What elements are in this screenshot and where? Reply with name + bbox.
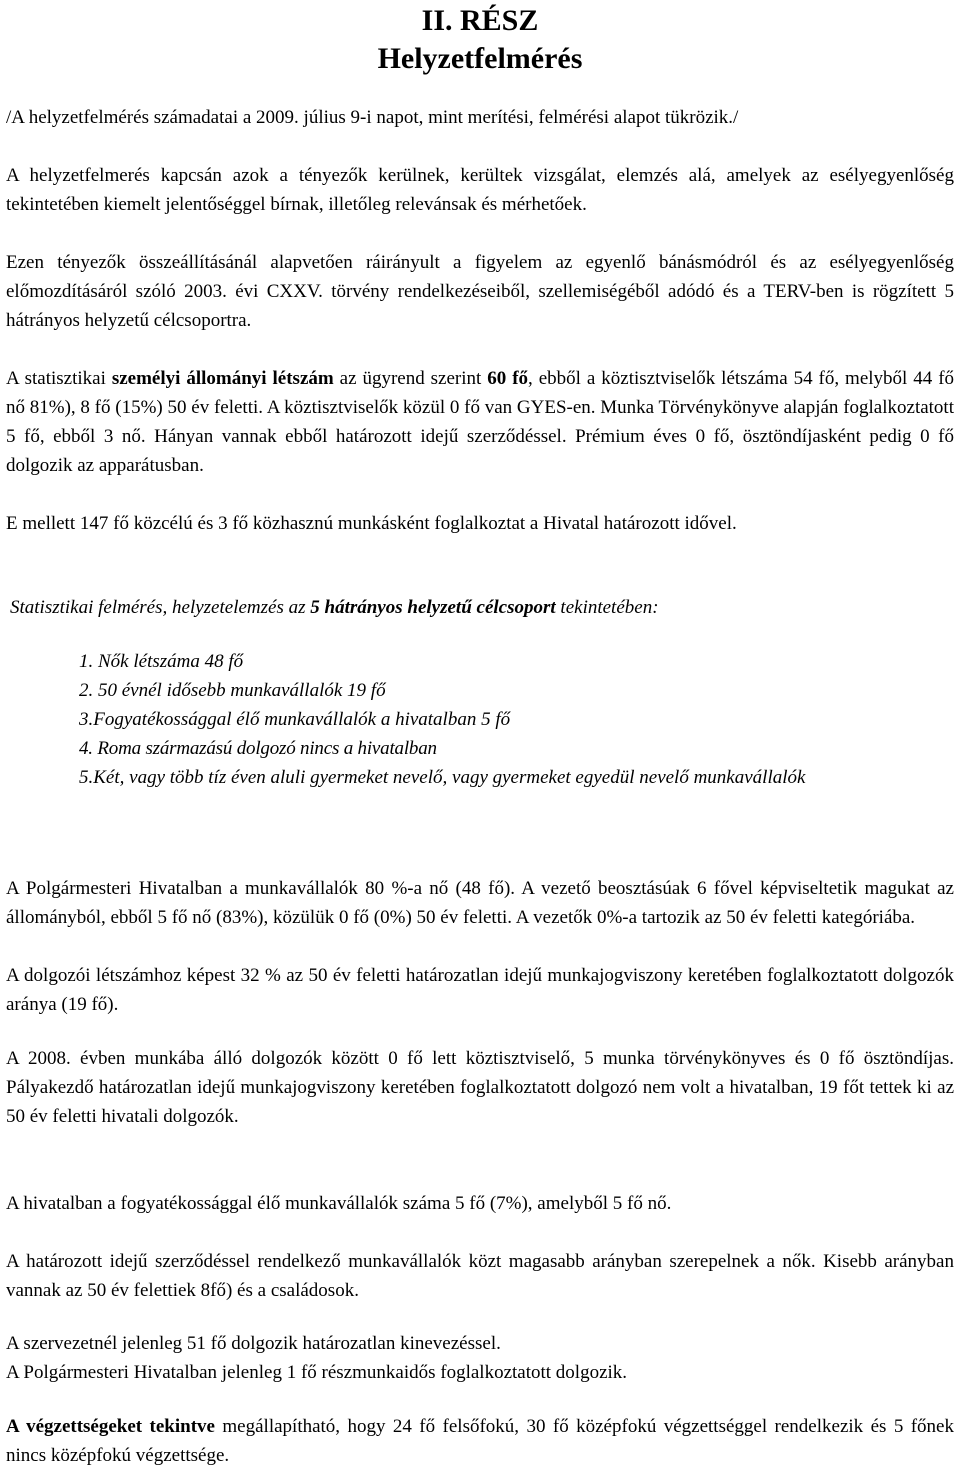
target-group-item: 2. 50 évnél idősebb munkavállalók 19 fő xyxy=(79,680,386,701)
public-workers-paragraph: E mellett 147 fő közcélú és 3 fő közhasznú munkásként foglalkoztat a Hivatal határozott idővel. xyxy=(6,513,737,534)
body-paragraph-part-time: A Polgármesteri Hivatalban jelenleg 1 fő részmunkaidős foglalkoztatott dolgozik. xyxy=(6,1362,628,1383)
staff-total: 60 fő xyxy=(487,368,529,389)
part-title: II. RÉSZ xyxy=(421,4,539,37)
body-paragraph-education xyxy=(6,1412,954,1470)
target-group-item: 3.Fogyatékossággal élő munkavállalók a hivatalban 5 fő xyxy=(79,709,511,730)
body-paragraph-2008: A 2008. évben munkába álló dolgozók között 0 fő lett köztisztviselő, 5 munka törvénykönyves és 0 fő ösztöndíjas. Pályakezdő határozatlan idejű munkajogviszony keretében foglalkoztatott dolgozó nem volt a hivatalban, 19 főt tettek ki az 50 év feletti hivatali dolgozók. xyxy=(6,1048,954,1127)
education-text: megállapítható, hogy 24 fő felsőfokú, 30 fő középfokú végzettséggel rendelkezik és 5 főnek nincs középfokú végzettsége. xyxy=(6,1416,954,1466)
target-heading-c: tekintetében: xyxy=(555,597,659,618)
target-group-item: 1. Nők létszáma 48 fő xyxy=(79,651,244,672)
target-group-item: 4. Roma származású dolgozó nincs a hivatalban xyxy=(79,738,437,759)
staff-text-e: , ebből a köztisztviselők létszáma 54 fő, melyből 44 fő nő 81%), 8 fő (15%) 50 év feletti. A köztisztviselők közül 0 fő van GYES-en. Munka Törvénykönyve alapján foglalkoztatott 5 fő, ebből 3 nő. Hányan vannak ebből határozott idejű szerződéssel. Prémium éves 0 fő, ösztöndíjasként pedig 0 fő dolgozik az apparátusban. xyxy=(6,368,955,476)
intro-scope-paragraph: A helyzetfelmerés kapcsán azok a tényezők kerülnek, kerültek vizsgálat, elemzés alá, amelyek az esélyegyenlőség tekintetében kiemelt jelentőséggel bírnak, illetőleg relevánsak és mérhetőek. xyxy=(6,165,954,215)
body-paragraph-over50: A dolgozói létszámhoz képest 32 % az 50 év feletti határozatlan idejű munkajogviszony keretében foglalkoztatott dolgozók aránya (19 fő). xyxy=(6,965,954,1015)
staff-text-c: az ügyrend szerint xyxy=(333,368,488,389)
body-paragraph-women: A Polgármesteri Hivatalban a munkavállalók 80 %-a nő (48 fő). A vezető beosztásúak 6 fővel képviseltetik magukat az állományból, ebből 5 fő nő (83%), közülük 0 fő (0%) 50 év feletti. A vezetők 0%-a tartozik az 50 év feletti kategóriába. xyxy=(6,878,954,928)
target-heading-a: Statisztikai felmérés, helyzetelemzés az xyxy=(10,597,311,618)
target-heading-bold: 5 hátrányos helyzetű célcsoport xyxy=(310,597,556,618)
intro-date-note: /A helyzetfelmérés számadatai a 2009. július 9-i napot, mint merítési, felmérési alapot tükrözik./ xyxy=(6,107,739,128)
body-paragraph-fixed-term: A határozott idejű szerződéssel rendelkező munkavállalók közt magasabb arányban szerepelnek a nők. Kisebb arányban vannak az 50 év felettiek 8fő) és a családosok. xyxy=(6,1251,954,1301)
intro-law-paragraph: Ezen tényezők összeállításánál alapvetően ráirányult a figyelem az egyenlő bánásmódról és az esélyegyenlőség előmozdításáról szóló 2003. évi CXXV. törvény rendelkezéseiből, szellemiségéből adódó és a TERV-ben is rögzített 5 hátrányos helyzetű célcsoportra. xyxy=(6,252,954,331)
section-title: Helyzetfelmérés xyxy=(377,42,583,75)
education-bold-term: A végzettségeket tekintve xyxy=(6,1416,215,1437)
target-groups-heading xyxy=(10,593,958,622)
body-paragraph-permanent: A szervezetnél jelenleg 51 fő dolgozik határozatlan kinevezéssel. xyxy=(6,1333,501,1354)
staff-statistics-paragraph xyxy=(6,364,954,480)
staff-bold-term: személyi állományi létszám xyxy=(111,368,334,389)
staff-text-a: A statisztikai xyxy=(6,368,112,389)
target-group-item: 5.Két, vagy több tíz éven aluli gyermeket nevelő, vagy gyermeket egyedül nevelő munkavállalók xyxy=(79,767,806,788)
body-paragraph-disability: A hivatalban a fogyatékossággal élő munkavállalók száma 5 fő (7%), amelyből 5 fő nő. xyxy=(6,1193,672,1214)
